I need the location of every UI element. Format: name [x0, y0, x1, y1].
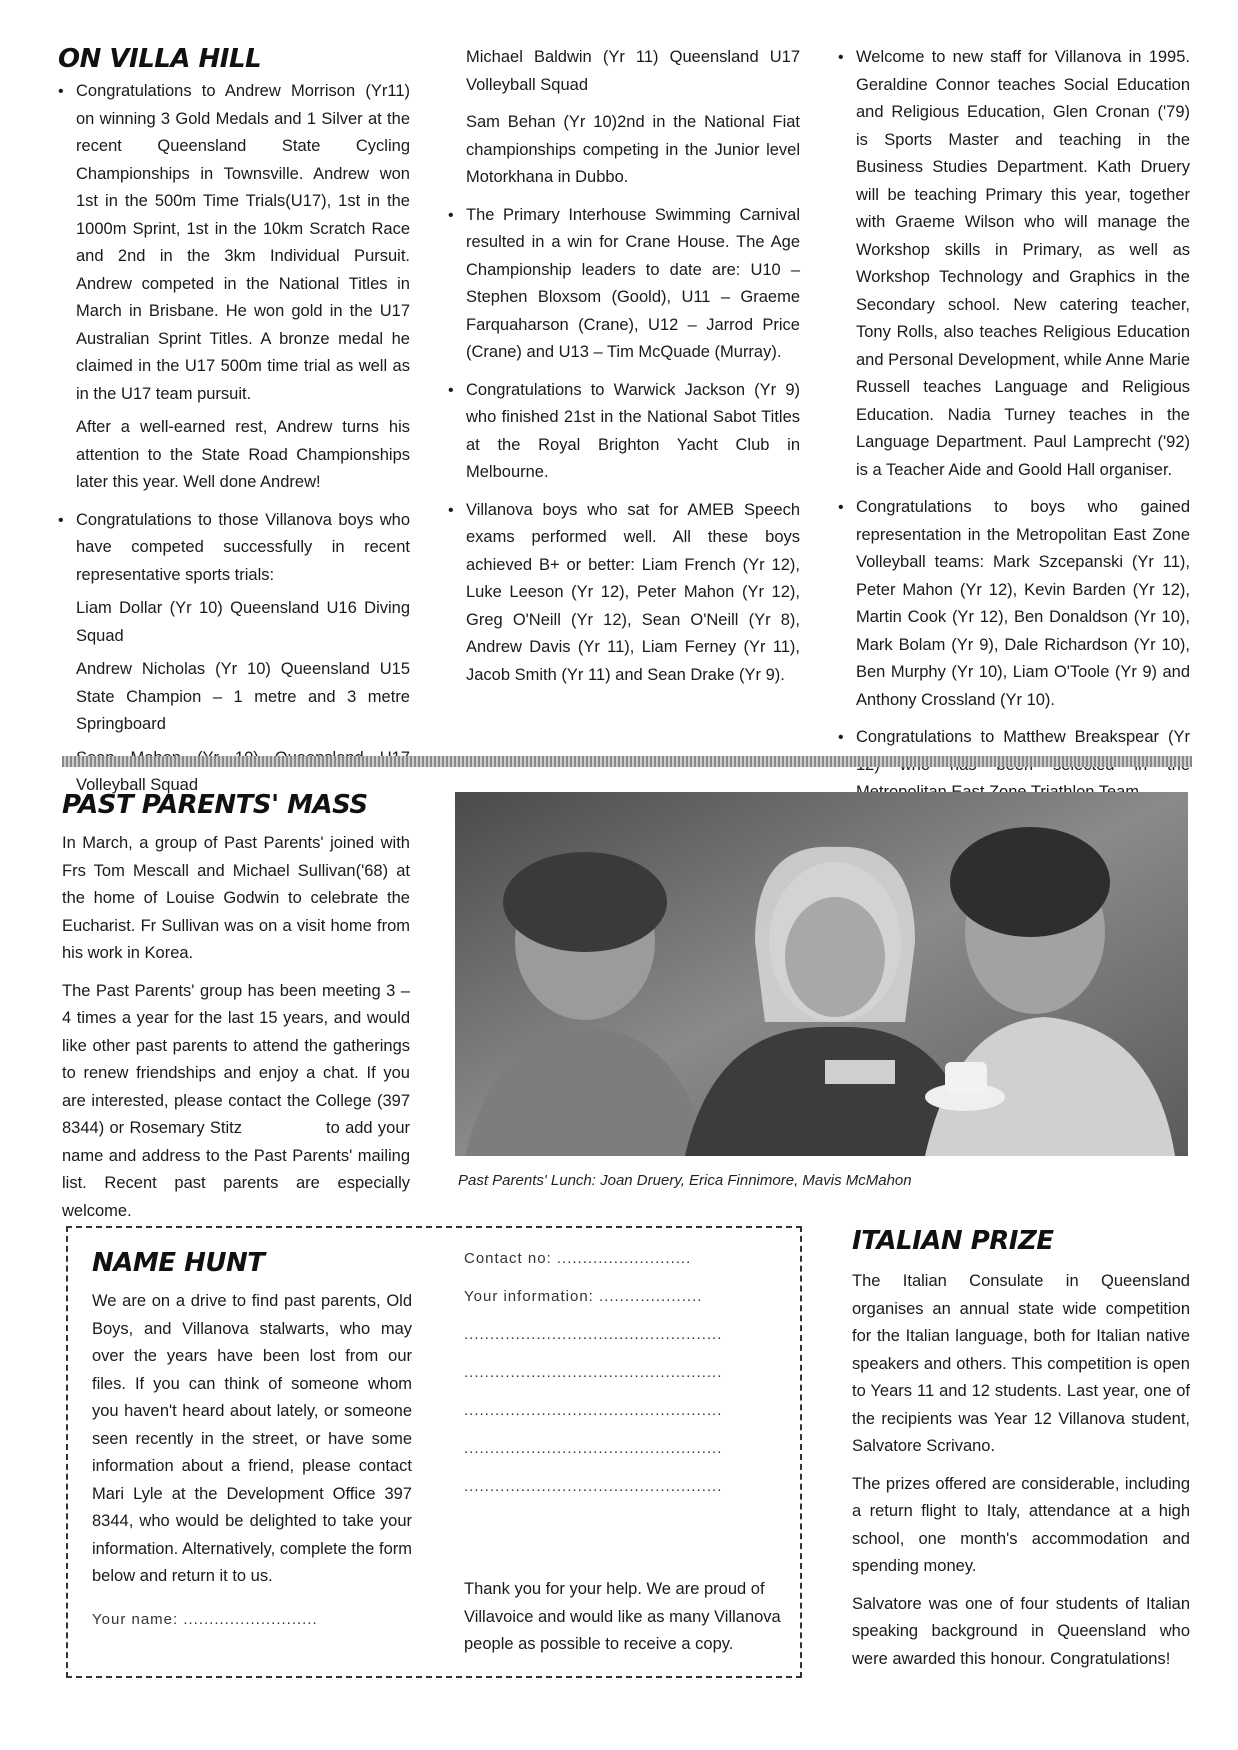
villa-hill-list-b — [448, 202, 800, 690]
villa-hill-list-a — [58, 78, 410, 800]
villa-hill-list-c — [838, 44, 1190, 807]
past-parents-p2-after: to add your name and address to the Past Parents' mailing list. Recent past parents are especially welcome. — [62, 1119, 411, 1220]
information-line[interactable]: .................................................. — [464, 1364, 723, 1381]
name-hunt-left — [92, 1248, 412, 1639]
your-name-field[interactable]: Your name: .......................... — [92, 1610, 318, 1628]
swimming-paragraph: • The Primary Interhouse Swimming Carnival resulted in a win for Crane House. The Age Championship leaders to date are: U10 – Stephen Bloxsom (Goold), U11 – Graeme Farquaharson (Crane), U12 – Jarrod Price (Crane) and U13 – Tim McQuade (Murray). — [466, 205, 800, 361]
trial-entry: Michael Baldwin (Yr 11) Queensland U17 Volleyball Squad — [466, 48, 800, 94]
past-parents-p1: In March, a group of Past Parents' joined with Frs Tom Mescall and Michael Sullivan('68) at the home of Louise Godwin to celebrate the Eucharist. Fr Sullivan was on a visit home from his work in Korea. — [62, 834, 410, 962]
name-hunt-thanks: Thank you for your help. We are proud of Villavoice and would like as many Villanova people as possible to receive a copy. — [464, 1580, 781, 1653]
cycling-paragraph: • Congratulations to Andrew Morrison (Yr11) on winning 3 Gold Medals and 1 Silver at the recent Queensland State Cycling Championships in Townsville. Andrew won 1st in the 500m Time Trials(U17), 1st in the 1000m Sprint, 1st in the 10km Scratch Race and 2nd in the 3km Individual Pursuit. Andrew competed in the National Titles in March in Brisbane. He won gold in the U17 Australian Sprint Titles. A bronze medal he claimed in the U17 500m time trial as well as in the U17 team pursuit. — [76, 82, 410, 403]
ameb-item — [448, 497, 800, 690]
past-parents-photo — [455, 792, 1188, 1156]
past-parents-section — [62, 790, 410, 1235]
trial-entry: Liam Dollar (Yr 10) Queensland U16 Diving Squad — [76, 599, 410, 645]
triathlon-paragraph: • Congratulations to Matthew Breakspear (Yr — [856, 728, 1190, 746]
name-hunt-title: NAME HUNT — [92, 1248, 265, 1278]
photo-caption: Past Parents' Lunch: Joan Druery, Erica Finnimore, Mavis McMahon — [458, 1172, 912, 1189]
cycling-item — [58, 78, 410, 497]
ameb-paragraph: • Villanova boys who sat for AMEB Speech exams performed well. All these boys achieved B+ or better: Liam French (Yr 12), Luke Leeson (Yr 12), Peter Mahon (Yr 12), Greg O'Neill (Yr 12), Sean O'Neill (Yr 8), Andrew Davis (Yr 11), Liam Ferney (Yr 11), Jacob Smith (Yr 11) and Sean Drake (Yr 9). — [466, 500, 800, 684]
trial-entry: Sam Behan (Yr 10)2nd in the National Fiat championships competing in the Junior level Motorkhana in Dubbo. — [466, 113, 800, 186]
swimming-item — [448, 202, 800, 367]
villa-hill-col2 — [448, 44, 800, 699]
sabot-paragraph: • Congratulations to Warwick Jackson (Yr 9) who finished 21st in the National Sabot Titles at the Royal Brighton Yacht Club in Melbourne. — [466, 380, 800, 481]
italian-prize-p3: Salvatore was one of four students of Italian speaking background in Queensland who were awarded this honour. Congratulations! — [852, 1594, 1190, 1668]
italian-prize-section — [852, 1226, 1190, 1683]
villa-hill-col1 — [58, 44, 410, 810]
italian-prize-title: ITALIAN PRIZE — [852, 1226, 1054, 1256]
italian-prize-p2: The prizes offered are considerable, including a return flight to Italy, attendance at a high school, one month's accommodation and spending money. — [852, 1474, 1190, 1575]
past-parents-p2-before: The Past Parents' group has been meeting 3 – 4 times a year for the last 15 years, and would like other past parents to attend the gatherings to renew friendships and enjoy a chat. If you are interested, please contact the College (397 8344) or Rosemary Stitz — [62, 981, 410, 1137]
information-line[interactable]: .................................................. — [464, 1402, 723, 1419]
volleyball-paragraph: • Congratulations to boys who gained representation in the Metropolitan East Zone Volleyball teams: Mark Szcepanski (Yr 11), Peter Mahon (Yr 12), Kevin Barden (Yr 12), Martin Cook (Yr 12), Ben Donaldson (Yr 10), Mark Bolam (Yr 9), Dale Richardson (Yr 10), Ben Murphy (Yr 10), Liam O'Toole (Yr 9) and Anthony Crossland (Yr 10). — [856, 498, 1190, 709]
staff-paragraph: • Welcome to new staff for Villanova in 1995. Geraldine Connor teaches Social Education and Religious Education, Glen Cronan ('79) is Sports Master and teaching in the Business Studies Department. Kath Druery will be teaching Primary this year, together with Graeme Wilson who will manage the Workshop skills in Primary, as well as Workshop Technology and Graphics in the Secondary school. New catering teacher, Tony Rolls, also teaches Religious Education and Personal Development, while Anne Marie Russell teaches Language and Religious Education. Nadia Turney teaches in the Language Department. Paul Lamprecht ('92) is a Teacher Aide and Goold Hall organiser. — [856, 48, 1190, 479]
information-line[interactable]: .................................................. — [464, 1440, 723, 1457]
name-hunt-form — [66, 1226, 802, 1678]
trials-intro: • Congratulations to those Villanova boys who have competed successfully in recent representative sports trials: — [76, 510, 410, 584]
section-divider — [62, 756, 1192, 767]
cycling-followup: After a well-earned rest, Andrew turns his attention to the State Road Championships later this year. Well done Andrew! — [76, 418, 410, 491]
sabot-item — [448, 377, 800, 487]
volleyball-item — [838, 494, 1190, 714]
your-information-field[interactable]: Your information: .................... — [464, 1288, 703, 1305]
name-hunt-right — [464, 1240, 782, 1669]
staff-item — [838, 44, 1190, 484]
trial-entry: Andrew Nicholas (Yr 10) Queensland U15 State Champion – 1 metre and 3 metre Springboard — [76, 660, 410, 733]
photo-image — [455, 792, 1188, 1156]
villa-hill-col3 — [838, 44, 1190, 817]
information-line[interactable]: .................................................. — [464, 1326, 723, 1343]
trial-entry: Volleyball Squad — [76, 776, 199, 794]
past-parents-title: PAST PARENTS' MASS — [62, 790, 368, 820]
past-parents-p2 — [62, 978, 410, 1226]
italian-prize-p1: The Italian Consulate in Queensland organises an annual state wide competition for the Italian language, both for Italian native speakers and others. This competition is open to Years 11 and 12 students. Last year, one of the recipients was Year 12 Villanova student, Salvatore Scrivano. — [852, 1272, 1190, 1455]
information-line[interactable]: .................................................. — [464, 1478, 723, 1495]
villa-hill-title: ON VILLA HILL — [58, 44, 262, 74]
contact-no-field[interactable]: Contact no: .......................... — [464, 1250, 692, 1267]
name-hunt-body: We are on a drive to find past parents, Old Boys, and Villanova stalwarts, who may over the years have been lost from our files. If you can think of someone whom you haven't heard about lately, or someone seen recently in the street, or have some information about a friend, please contact Mari Lyle at the Development Office 397 8344, who would be delighted to take your information. Alternatively, complete the form below and return it to us. — [92, 1292, 412, 1585]
